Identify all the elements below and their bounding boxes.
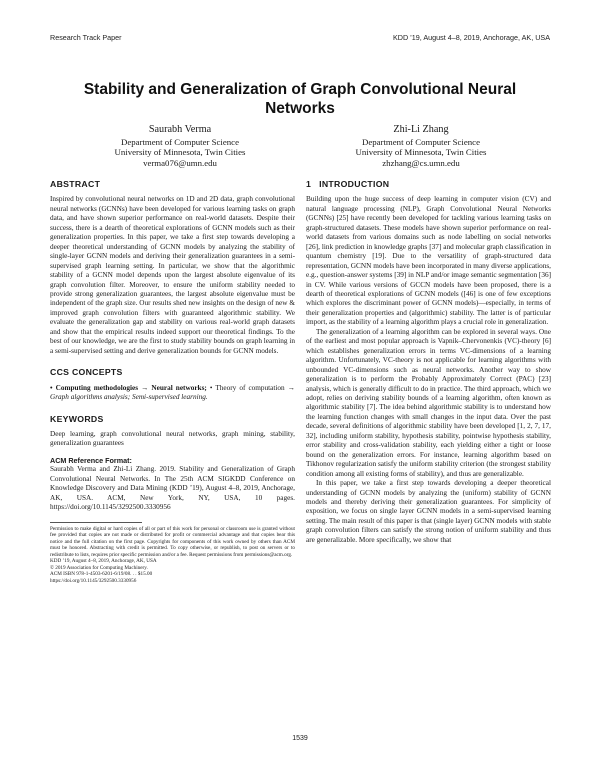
keywords-text: Deep learning, graph convolutional neural networks, graph mining, stability, generalization guarantees <box>50 429 295 448</box>
running-header-right: KDD ’19, August 4–8, 2019, Anchorage, AK, USA <box>392 33 550 42</box>
section-number: 1 <box>306 179 312 189</box>
abstract-text: Inspired by convolutional neural networks on 1D and 2D data, graph convolutional neural networks (GCNNs) have been developed for various learning tasks on graph data, and have shown superior performance on real-world datasets. Despite their success, there is a dearth of theoretical explorations of GCNN models such as their generalization properties. In this paper, we take a first step towards developing a deeper theoretical understanding of GCNN models by analyzing the stability of single-layer GCNN models and deriving their generalization guarantees in a semi-supervised graph learning setting. In particular, we show that the algorithmic stability of a GCNN model depends upon the largest absolute eigenvalue of its graph convolution filter. Moreover, to ensure the uniform stability needed to provide strong generalization guarantees, the largest absolute eigenvalue must be independent of the graph size. Our results shed new insights on the design of new & improved graph convolution filters with guaranteed algorithmic stability. We evaluate the generalization gap and stability on various real-world graph datasets and show that the empirical results indeed support our theoretical findings. To the best of our knowledge, we are the first to study stability bounds on graph learning in a semi-supervised setting and derive generalization bounds for GCNN models. <box>50 195 295 355</box>
running-header-left: Research Track Paper <box>50 33 122 42</box>
permission-doi[interactable]: https://doi.org/10.1145/3292500.3330956 <box>50 577 137 584</box>
right-column <box>306 180 551 545</box>
ccs-concepts <box>50 384 295 403</box>
author-email[interactable]: verma076@umn.edu <box>143 157 217 168</box>
reference-heading: ACM Reference Format: <box>50 455 132 465</box>
permission-conf: KDD ’19, August 4–8, 2019, Anchorage, AK, USA <box>50 558 157 565</box>
author-name: Saurabh Verma <box>148 124 212 135</box>
permission-isbn: ACM ISBN 978-1-4503-6201-6/19/08. . . $15.00 <box>50 571 153 578</box>
permission-block <box>50 526 295 585</box>
intro-paragraph-1: Building upon the huge success of deep learning in computer vision (CV) and natural language processing (NLP), Graph Convolutional Neural Networks (GCNNs) [25] have recently been developed for tackling various learning tasks on graph-structured datasets. These models have shown superior performance on real-world datasets from various domains such as node labelling on social networks [26], link prediction in knowledge graphs [37] and molecular graph classification in quantum chemistry [19]. Due to the versatility of graph-structured data representation, GCNN models have been incorporated in many diverse applications, e.g., question-answer systems [39] in NLP and/or image semantic segmentation [36] in CV. While various versions of GCCN models have been proposed, there is a dearth of theoretical explorations of GCNN models ([46] is one of few exceptions which explores the discriminant power of GCNN models)—especially, in terms of their generalization properties and (algorithmic) stability. The latter is of particular import, as the stability of a learning algorithm plays a crucial role in generalization. <box>306 195 551 327</box>
intro-paragraph-2: The generalization of a learning algorithm can be explored in several ways. One of the earliest and most popular approach is Vapnik–Chervonenkis (VC)-theory [6] which establishes generalization errors in terms VC-dimensions of a learning algorithm. Unfortunately, VC-theory is not applicable for learning algorithms with unbounded VC-dimensions such as neural networks. Another way to show generalization is to perform the Probably Approximately Correct (PAC) [23] analysis, which is generally difficult to do in practice. The third approach, which we adopt, relies on deriving stability bounds of a learning algorithm, often known as algorithmic stability [7]. The idea behind algorithmic stability is to understand how the learning function changes with small changes in the input data. Over the past decade, several definitions of algorithmic stability have been developed [1, 2, 7, 17, 32], including uniform stability, hypothesis stability, pointwise hypothesis stability, error stability and cross-validation stability, each yielding either a tight or loose bound on the generalization errors. For instance, learning algorithm based on Tikhonov regularization satisfy the uniform stability criterion (the strongest stability condition among all existing forms of stability), and thus are generalizable. <box>306 327 551 478</box>
ccs-italic: Graph algorithms analysis; Semi-supervised learning. <box>50 393 208 402</box>
ccs-heading: CCS CONCEPTS <box>50 367 123 378</box>
reference-text: Saurabh Verma and Zhi-Li Zhang. 2019. Stability and Generalization of Graph Convolutional Neural Networks. In The 25th ACM SIGKDD Conference on Knowledge Discovery and Data Mining (KDD ’19), August 4–8, 2019, Anchorage, AK, USA. ACM, New York, NY, USA, 10 pages. https://doi.org/10.1145/3292500.3330956 <box>50 465 295 512</box>
author-block <box>306 125 536 168</box>
intro-heading <box>306 180 551 189</box>
page-number: 1539 <box>292 735 308 742</box>
left-column <box>50 180 295 584</box>
intro-paragraph-3: In this paper, we take a first step towards developing a deeper theoretical understanding of GCNN models by analyzing the (uniform) stability of GCNN models and thereby deriving their generalization guarantees. For simplicity of exposition, we focus on single layer GCNN models in a semi-supervised learning setting. The main result of this paper is that (single layer) GCNN models with stable graph convolution filters can satisfy the strong notion of uniform stability and thus are generalizable. More specifically, we show that <box>306 479 551 544</box>
author-dept: Department of Computer Science <box>362 136 480 147</box>
ccs-rest: • Theory of computation → <box>206 383 295 392</box>
author-univ: University of Minnesota, Twin Cities <box>114 147 246 158</box>
section-title: INTRODUCTION <box>319 179 390 189</box>
author-block <box>65 125 295 168</box>
ccs-bold: • Computing methodologies → Neural networks; <box>50 383 207 392</box>
author-dept: Department of Computer Science <box>121 136 239 147</box>
paper-title: Stability and Generalization of Graph Convolutional Neural Networks <box>83 81 517 117</box>
permission-copyright: © 2019 Association for Computing Machinery. <box>50 564 148 571</box>
author-name: Zhi-Li Zhang <box>393 124 449 135</box>
author-univ: University of Minnesota, Twin Cities <box>355 147 487 158</box>
footnote-divider <box>50 522 142 523</box>
permission-text: Permission to make digital or hard copies of all or part of this work for personal or classroom use is granted without fee provided that copies are not made or distributed for profit or commercial advantage and that copies bear this notice and the full citation on the first page. Copyrights for components of this work owned by others than ACM must be honored. Abstracting with credit is permitted. To copy otherwise, or republish, to post on servers or to redistribute to lists, requires prior specific permission and/or a fee. Request permissions from permissions@acm.org. <box>50 525 295 558</box>
author-email[interactable]: zhzhang@cs.umn.edu <box>382 157 460 168</box>
keywords-heading: KEYWORDS <box>50 413 104 424</box>
abstract-heading: ABSTRACT <box>50 179 101 189</box>
